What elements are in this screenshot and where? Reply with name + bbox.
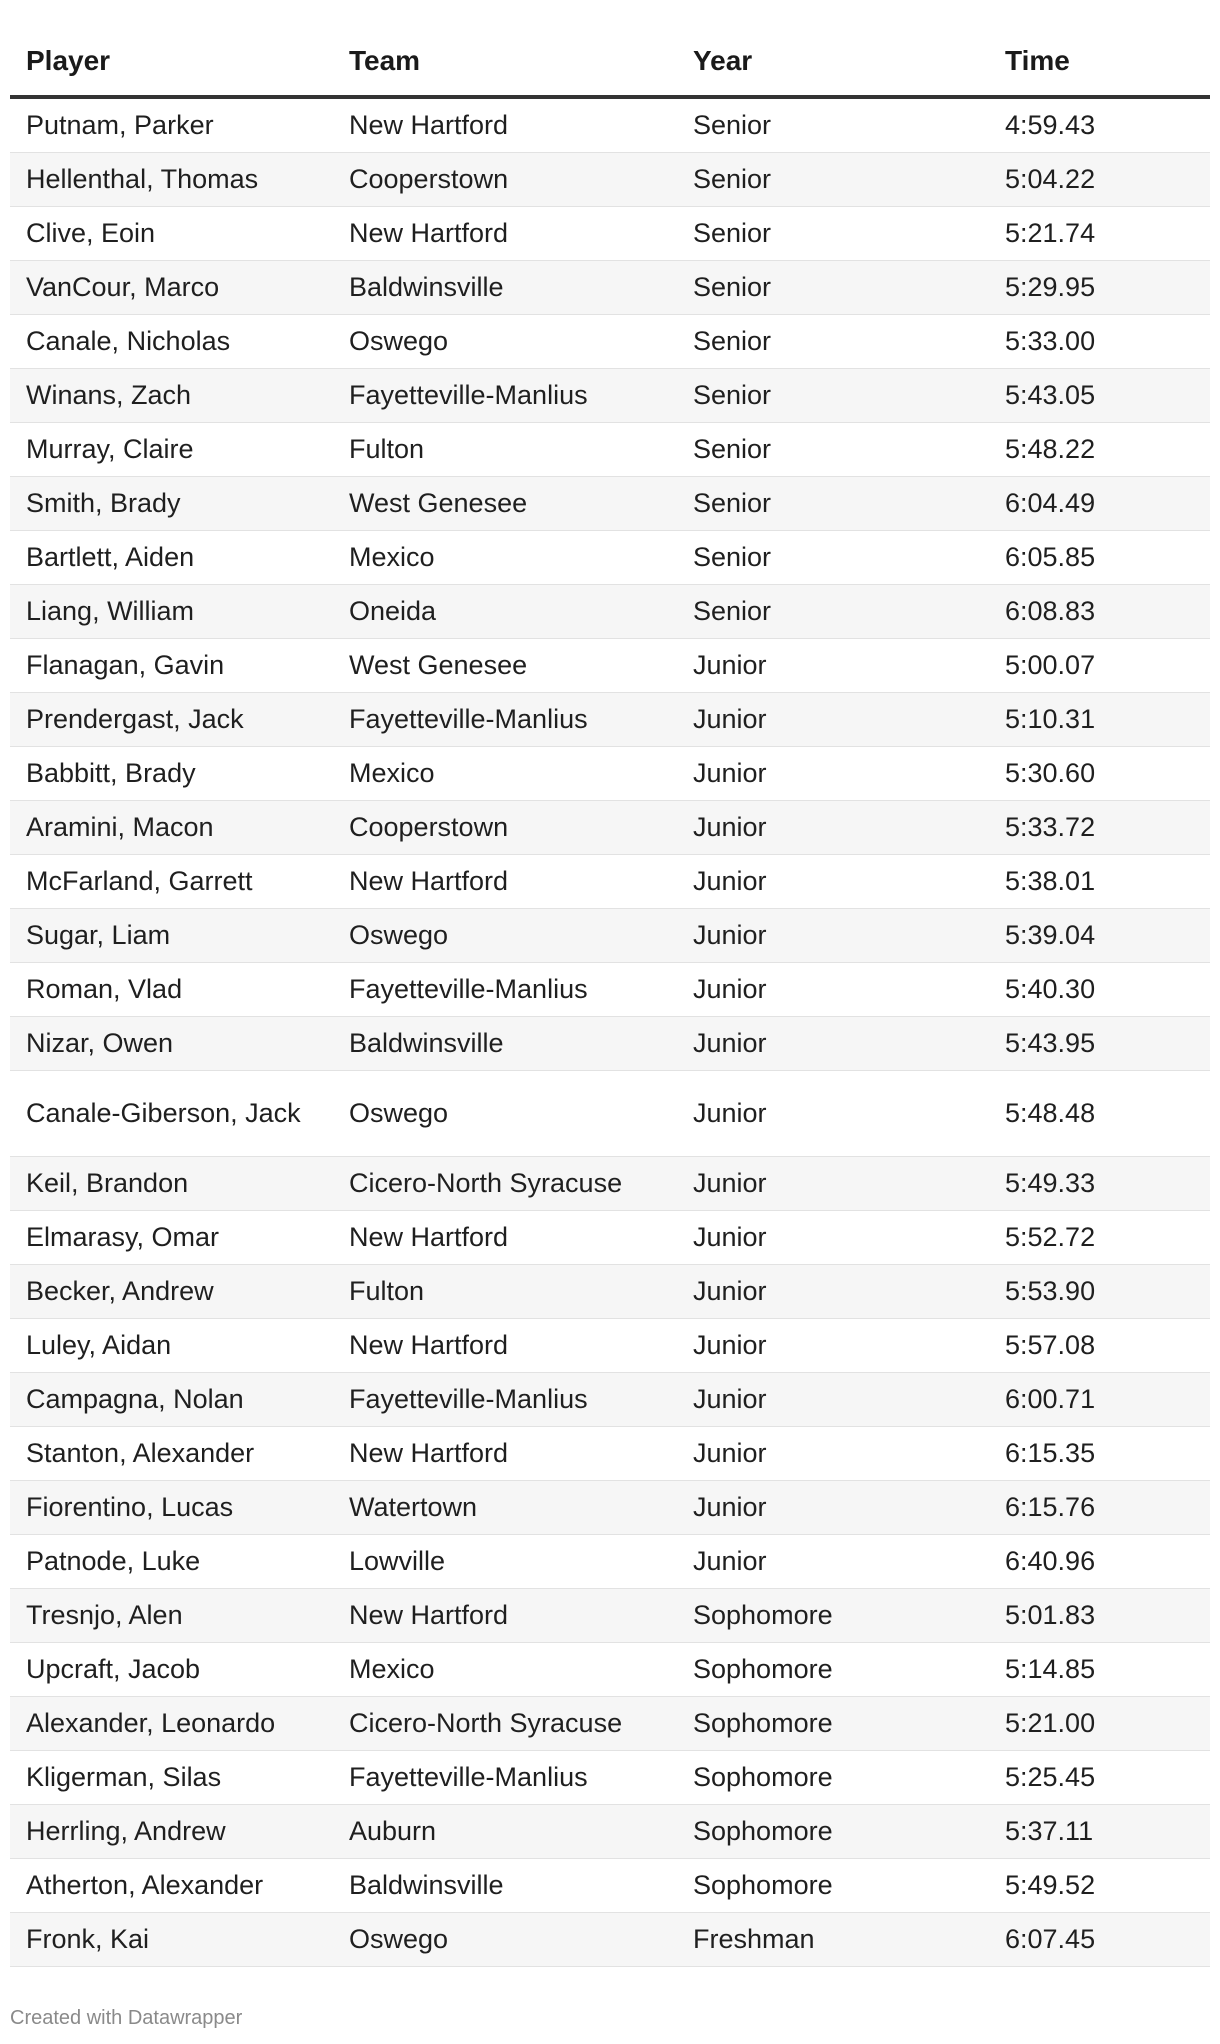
table-row: [10, 963, 1210, 1017]
cell-time: 5:43.95: [989, 1017, 1210, 1071]
cell-player: Kligerman, Silas: [10, 1751, 333, 1805]
cell-year: Sophomore: [677, 1859, 989, 1913]
cell-team: Auburn: [333, 1805, 677, 1859]
cell-player: Fiorentino, Lucas: [10, 1481, 333, 1535]
cell-time: 6:15.35: [989, 1427, 1210, 1481]
table-row: [10, 1859, 1210, 1913]
cell-year: Junior: [677, 1427, 989, 1481]
cell-player: Stanton, Alexander: [10, 1427, 333, 1481]
cell-player: Elmarasy, Omar: [10, 1211, 333, 1265]
cell-time: 5:38.01: [989, 855, 1210, 909]
cell-team: Cicero-North Syracuse: [333, 1157, 677, 1211]
cell-player: Herrling, Andrew: [10, 1805, 333, 1859]
table-row: [10, 1017, 1210, 1071]
cell-time: 5:48.22: [989, 423, 1210, 477]
cell-time: 5:01.83: [989, 1589, 1210, 1643]
cell-player: Tresnjo, Alen: [10, 1589, 333, 1643]
cell-team: Oswego: [333, 1071, 677, 1157]
table-row: [10, 369, 1210, 423]
cell-team: Baldwinsville: [333, 1017, 677, 1071]
cell-team: Mexico: [333, 531, 677, 585]
cell-year: Junior: [677, 1071, 989, 1157]
table-row: [10, 97, 1210, 153]
cell-year: Senior: [677, 97, 989, 153]
table-row: [10, 1805, 1210, 1859]
table-row: [10, 1697, 1210, 1751]
cell-time: 4:59.43: [989, 97, 1210, 153]
table-row: [10, 1913, 1210, 1967]
column-header-year[interactable]: Year: [677, 26, 989, 97]
cell-time: 5:14.85: [989, 1643, 1210, 1697]
cell-player: Winans, Zach: [10, 369, 333, 423]
table-row: [10, 639, 1210, 693]
cell-time: 5:21.00: [989, 1697, 1210, 1751]
table-body: [10, 97, 1210, 1967]
cell-time: 5:53.90: [989, 1265, 1210, 1319]
column-header-player[interactable]: Player: [10, 26, 333, 97]
cell-time: 5:48.48: [989, 1071, 1210, 1157]
results-table-container: [10, 26, 1210, 1967]
cell-year: Junior: [677, 693, 989, 747]
table-row: [10, 693, 1210, 747]
cell-time: 6:15.76: [989, 1481, 1210, 1535]
table-row: [10, 1751, 1210, 1805]
cell-player: VanCour, Marco: [10, 261, 333, 315]
table-row: [10, 1427, 1210, 1481]
table-row: [10, 747, 1210, 801]
table-row: [10, 261, 1210, 315]
table-row: [10, 855, 1210, 909]
cell-year: Sophomore: [677, 1805, 989, 1859]
cell-team: Fulton: [333, 1265, 677, 1319]
cell-time: 5:57.08: [989, 1319, 1210, 1373]
cell-time: 5:30.60: [989, 747, 1210, 801]
cell-time: 5:33.72: [989, 801, 1210, 855]
table-row: [10, 1373, 1210, 1427]
table-row: [10, 1157, 1210, 1211]
table-row: [10, 1265, 1210, 1319]
cell-year: Junior: [677, 1265, 989, 1319]
cell-year: Junior: [677, 1319, 989, 1373]
cell-year: Senior: [677, 261, 989, 315]
cell-time: 6:00.71: [989, 1373, 1210, 1427]
cell-team: Fayetteville-Manlius: [333, 1373, 677, 1427]
cell-time: 5:00.07: [989, 639, 1210, 693]
cell-team: Cooperstown: [333, 153, 677, 207]
cell-player: Smith, Brady: [10, 477, 333, 531]
cell-time: 6:07.45: [989, 1913, 1210, 1967]
cell-time: 5:21.74: [989, 207, 1210, 261]
cell-player: Liang, William: [10, 585, 333, 639]
table-row: [10, 153, 1210, 207]
cell-year: Junior: [677, 747, 989, 801]
cell-year: Junior: [677, 963, 989, 1017]
cell-team: Fayetteville-Manlius: [333, 1751, 677, 1805]
cell-team: New Hartford: [333, 1211, 677, 1265]
table-header: [10, 26, 1210, 97]
cell-team: New Hartford: [333, 1427, 677, 1481]
cell-player: Roman, Vlad: [10, 963, 333, 1017]
cell-time: 5:40.30: [989, 963, 1210, 1017]
table-row: [10, 585, 1210, 639]
cell-year: Senior: [677, 315, 989, 369]
cell-time: 5:43.05: [989, 369, 1210, 423]
cell-player: Prendergast, Jack: [10, 693, 333, 747]
cell-player: Canale-Giberson, Jack: [10, 1071, 333, 1157]
cell-team: New Hartford: [333, 97, 677, 153]
cell-player: Campagna, Nolan: [10, 1373, 333, 1427]
cell-player: Bartlett, Aiden: [10, 531, 333, 585]
cell-year: Junior: [677, 801, 989, 855]
cell-player: Putnam, Parker: [10, 97, 333, 153]
cell-year: Junior: [677, 1481, 989, 1535]
cell-year: Junior: [677, 1535, 989, 1589]
cell-player: Clive, Eoin: [10, 207, 333, 261]
cell-team: Watertown: [333, 1481, 677, 1535]
cell-team: Baldwinsville: [333, 1859, 677, 1913]
cell-time: 5:52.72: [989, 1211, 1210, 1265]
cell-team: Fulton: [333, 423, 677, 477]
table-row: [10, 315, 1210, 369]
cell-year: Junior: [677, 1017, 989, 1071]
cell-team: Oswego: [333, 909, 677, 963]
table-row: [10, 801, 1210, 855]
cell-team: Fayetteville-Manlius: [333, 963, 677, 1017]
table-row: [10, 1319, 1210, 1373]
cell-time: 5:37.11: [989, 1805, 1210, 1859]
cell-team: New Hartford: [333, 1589, 677, 1643]
cell-team: Oneida: [333, 585, 677, 639]
cell-team: Fayetteville-Manlius: [333, 369, 677, 423]
cell-player: Atherton, Alexander: [10, 1859, 333, 1913]
cell-team: New Hartford: [333, 855, 677, 909]
cell-time: 6:05.85: [989, 531, 1210, 585]
cell-time: 5:39.04: [989, 909, 1210, 963]
table-row: [10, 207, 1210, 261]
cell-year: Junior: [677, 1373, 989, 1427]
cell-team: Lowville: [333, 1535, 677, 1589]
table-row: [10, 1071, 1210, 1157]
cell-time: 5:49.33: [989, 1157, 1210, 1211]
table-row: [10, 1589, 1210, 1643]
cell-year: Junior: [677, 639, 989, 693]
table-row: [10, 1481, 1210, 1535]
cell-year: Senior: [677, 531, 989, 585]
table-row: [10, 531, 1210, 585]
cell-player: Aramini, Macon: [10, 801, 333, 855]
cell-time: 5:33.00: [989, 315, 1210, 369]
cell-player: Luley, Aidan: [10, 1319, 333, 1373]
table-row: [10, 1211, 1210, 1265]
cell-player: Keil, Brandon: [10, 1157, 333, 1211]
cell-year: Sophomore: [677, 1697, 989, 1751]
cell-player: Canale, Nicholas: [10, 315, 333, 369]
cell-time: 6:08.83: [989, 585, 1210, 639]
cell-team: Mexico: [333, 747, 677, 801]
cell-team: Cooperstown: [333, 801, 677, 855]
cell-team: New Hartford: [333, 1319, 677, 1373]
cell-player: Nizar, Owen: [10, 1017, 333, 1071]
cell-time: 5:04.22: [989, 153, 1210, 207]
cell-time: 6:40.96: [989, 1535, 1210, 1589]
cell-player: Babbitt, Brady: [10, 747, 333, 801]
cell-player: Murray, Claire: [10, 423, 333, 477]
cell-year: Senior: [677, 423, 989, 477]
cell-year: Sophomore: [677, 1751, 989, 1805]
cell-player: Sugar, Liam: [10, 909, 333, 963]
cell-team: West Genesee: [333, 639, 677, 693]
cell-year: Senior: [677, 207, 989, 261]
cell-team: Cicero-North Syracuse: [333, 1697, 677, 1751]
header-row: [10, 26, 1210, 97]
results-table: [10, 26, 1210, 1967]
cell-player: Hellenthal, Thomas: [10, 153, 333, 207]
cell-time: 5:10.31: [989, 693, 1210, 747]
cell-year: Sophomore: [677, 1643, 989, 1697]
cell-team: Oswego: [333, 1913, 677, 1967]
cell-year: Junior: [677, 1211, 989, 1265]
cell-time: 5:29.95: [989, 261, 1210, 315]
cell-team: Mexico: [333, 1643, 677, 1697]
cell-year: Senior: [677, 369, 989, 423]
table-row: [10, 477, 1210, 531]
cell-year: Senior: [677, 153, 989, 207]
cell-year: Senior: [677, 585, 989, 639]
cell-team: Oswego: [333, 315, 677, 369]
cell-year: Sophomore: [677, 1589, 989, 1643]
cell-team: New Hartford: [333, 207, 677, 261]
column-header-time[interactable]: Time: [989, 26, 1210, 97]
cell-team: Baldwinsville: [333, 261, 677, 315]
cell-year: Freshman: [677, 1913, 989, 1967]
table-row: [10, 909, 1210, 963]
cell-team: West Genesee: [333, 477, 677, 531]
table-row: [10, 1535, 1210, 1589]
cell-time: 5:49.52: [989, 1859, 1210, 1913]
cell-player: Patnode, Luke: [10, 1535, 333, 1589]
cell-player: Becker, Andrew: [10, 1265, 333, 1319]
datawrapper-credit[interactable]: Created with Datawrapper: [10, 2007, 243, 2029]
cell-time: 6:04.49: [989, 477, 1210, 531]
column-header-team[interactable]: Team: [333, 26, 677, 97]
cell-player: McFarland, Garrett: [10, 855, 333, 909]
table-row: [10, 1643, 1210, 1697]
cell-year: Senior: [677, 477, 989, 531]
cell-year: Junior: [677, 1157, 989, 1211]
cell-player: Flanagan, Gavin: [10, 639, 333, 693]
cell-team: Fayetteville-Manlius: [333, 693, 677, 747]
cell-year: Junior: [677, 909, 989, 963]
table-row: [10, 423, 1210, 477]
cell-player: Upcraft, Jacob: [10, 1643, 333, 1697]
cell-year: Junior: [677, 855, 989, 909]
cell-time: 5:25.45: [989, 1751, 1210, 1805]
cell-player: Fronk, Kai: [10, 1913, 333, 1967]
cell-player: Alexander, Leonardo: [10, 1697, 333, 1751]
